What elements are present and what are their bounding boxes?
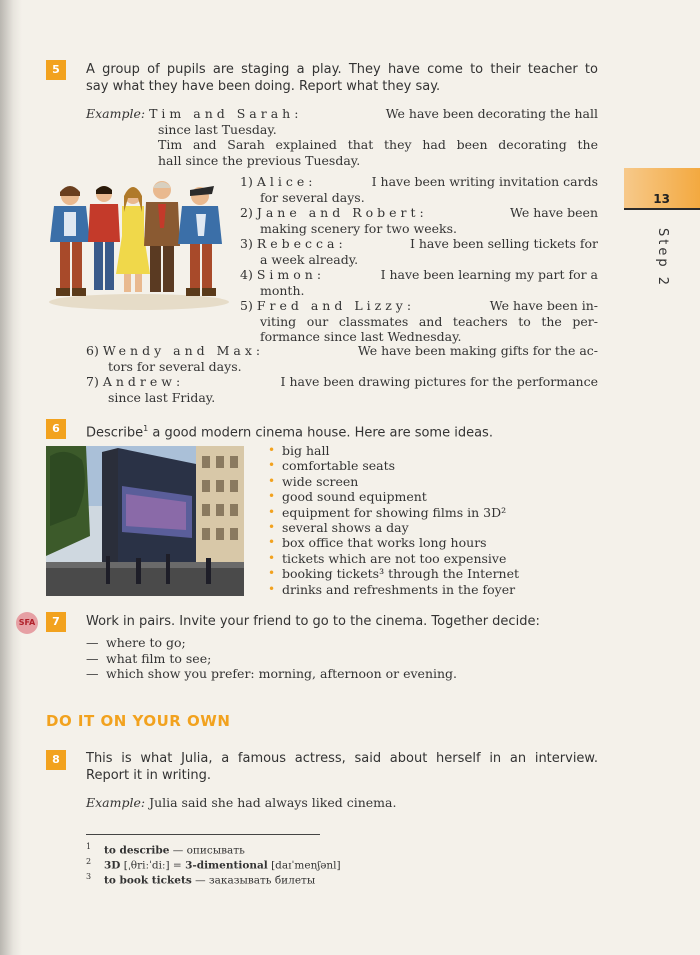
ex7-point: — what film to see;: [86, 650, 212, 666]
exercise-5-badge: 5: [46, 60, 66, 80]
footnote-3: $^3$ to book tickets — заказывать билеты: [86, 872, 316, 887]
ex5-item-5: 5) Fred and Lizzy: We have been in- viting our classmates and teachers to the per- formance since last Wednesday.: [240, 298, 598, 344]
ex5-item-1: 1) Alice: I have been writing invitation cards for several days.: [240, 174, 598, 205]
ex5-item-3: 3) Rebecca: I have been selling tickets for a week already.: [240, 236, 598, 267]
pupil-figure-2: [88, 186, 120, 290]
section-heading: DO IT ON YOUR OWN: [46, 712, 231, 730]
ex5-example-name: Tim and Sarah:: [149, 106, 303, 121]
ex5-example-line1: We have been decorating the hall: [385, 106, 598, 121]
exercise-6-badge: 6: [46, 419, 66, 439]
footnote-1: $^1$ to describe — описывать: [86, 842, 245, 857]
ex5-example-line4: hall since the previous Tuesday.: [158, 152, 361, 168]
ex5-intro-line2: say what they have been doing. Report what they say.: [86, 79, 441, 94]
exercise-8-badge: 8: [46, 750, 66, 770]
idea-item: • wide screen: [266, 474, 598, 489]
exercise-5-example: [86, 106, 598, 168]
unit-tab: [624, 168, 700, 210]
ex5-example-label: Example:: [86, 106, 146, 121]
ex5-example-line2: since last Tuesday.: [158, 121, 277, 137]
idea-item: • good sound equipment: [266, 489, 598, 504]
idea-item: • big hall: [266, 443, 598, 458]
exercise-7-intro: Work in pairs. Invite your friend to go to the cinema. Together decide:: [86, 614, 540, 629]
idea-item: • drinks and refreshments in the foyer: [266, 582, 598, 597]
exercise-7-badge: 7: [46, 612, 66, 632]
idea-item: • booking tickets³ through the Internet: [266, 566, 598, 581]
ex5-item-7: 7) Andrew: I have been drawing pictures for the performance since last Friday.: [86, 374, 598, 405]
unit-number: 13: [653, 192, 670, 206]
pupils-illustration: [46, 176, 232, 312]
footnote-rule: [86, 834, 320, 835]
pupil-figure-5: [178, 186, 222, 296]
exercise-6-intro: Describe$^1$ a good modern cinema house. Here are some ideas.: [86, 424, 493, 441]
ex5-item-6: 6) Wendy and Max: We have been making gifts for the ac- tors for several days.: [86, 343, 598, 374]
ex7-point: — where to go;: [86, 635, 186, 650]
ex5-items-full: [86, 343, 598, 405]
exercise-8-example: Example: Julia said she had always liked cinema.: [86, 795, 397, 810]
ex5-item-4: 4) Simon: I have been learning my part for a month.: [240, 267, 598, 298]
exercise-8-intro: This is what Julia, a famous actress, said about herself in an interview. Report it in writing.: [86, 751, 598, 783]
step-label: Step 2: [655, 228, 670, 289]
idea-item: • comfortable seats: [266, 458, 598, 473]
ex5-items-right: [240, 174, 598, 345]
exercise-7-points: [86, 635, 598, 682]
teacher-figure: [144, 181, 180, 292]
book-spine-shadow: [0, 0, 22, 955]
ex5-example-line3: Tim and Sarah explained that they had been decorating the: [158, 137, 598, 152]
idea-item: • tickets which are not too expensive: [266, 551, 598, 566]
footnotes: [86, 842, 486, 887]
ex7-point: — which show you prefer: morning, afternoon or evening.: [86, 666, 458, 681]
cinema-photo: [46, 446, 244, 596]
idea-item: • box office that works long hours: [266, 535, 598, 550]
cinema-ideas-list: [266, 443, 598, 597]
idea-item: • equipment for showing films in 3D²: [266, 505, 598, 520]
ex5-intro-line1: A group of pupils are staging a play. They have come to their teacher to: [86, 62, 598, 77]
footnote-2: $^2$ 3D [ˌθriːˈdiː] = 3-dimentional [daɪˈmenʃənl]: [86, 857, 341, 872]
exercise-5-intro: [86, 61, 598, 95]
idea-item: • several shows a day: [266, 520, 598, 535]
ex5-item-2: 2) Jane and Robert: We have been making scenery for two weeks.: [240, 205, 598, 236]
sfa-icon: SFA: [16, 612, 38, 634]
pupil-figure-1: [50, 186, 90, 296]
